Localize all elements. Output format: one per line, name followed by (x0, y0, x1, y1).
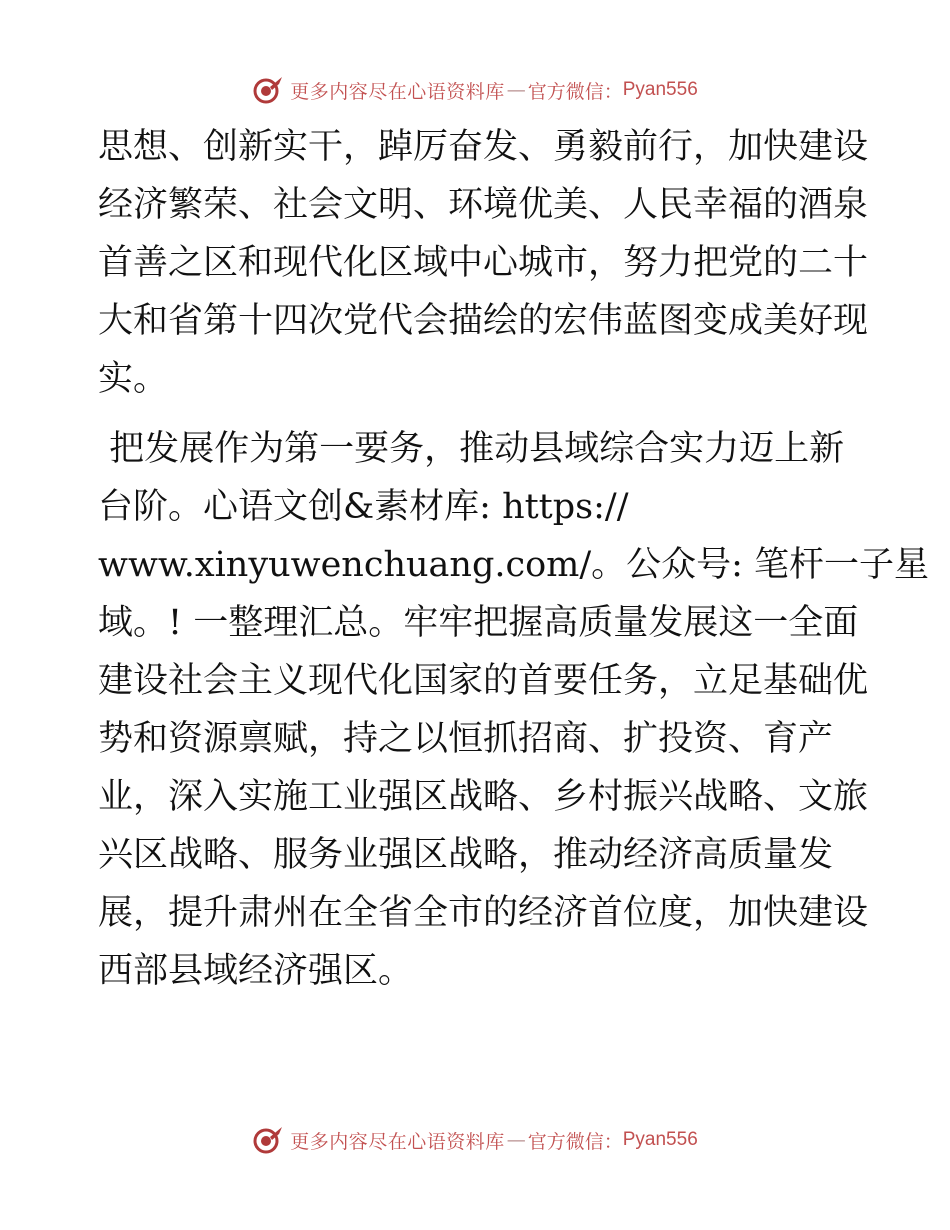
text-line: 首善之区和现代化区域中心城市，努力把党的二十 (98, 243, 869, 283)
header-separator: — (506, 79, 526, 101)
text-line: 展，提升肃州在全省全市的经济首位度，加快建设 (98, 893, 869, 933)
text-line: 思想、创新实干，踔厉奋发、勇毅前行，加快建设 (98, 127, 869, 167)
paragraph-1 (98, 118, 869, 408)
text-line: 大和省第十四次党代会描绘的宏伟蓝图变成美好现 (98, 301, 869, 341)
text-line: www.xinyuwenchuang.com/。公众号: 笔杆一子星 (98, 545, 930, 585)
text-line: 域。! 一整理汇总。牢牢把握高质量发展这一全面 (98, 603, 859, 643)
text-line: 势和资源禀赋，持之以恒抓招商、扩投资、育产 (98, 719, 834, 759)
text-line: 兴区战略、服务业强区战略，推动经济高质量发 (98, 835, 834, 875)
text-line: 建设社会主义现代化国家的首要任务，立足基础优 (98, 661, 869, 701)
footer-contact-label: 官方微信： (527, 1130, 623, 1153)
text-line: 西部县域经济强区。 (98, 951, 414, 991)
brand-logo-icon (252, 1124, 284, 1156)
text-line: 把发展作为第一要务，推动县域综合实力迈上新 (98, 429, 845, 469)
footer-banner (0, 1120, 950, 1160)
footer-contact-id: Pyan556 (622, 1129, 698, 1150)
header-banner (0, 70, 950, 110)
document-body (98, 118, 930, 1000)
brand-logo-icon (252, 74, 284, 106)
text-line: 经济繁荣、社会文明、环境优美、人民幸福的酒泉 (98, 185, 869, 225)
header-contact-label: 官方微信： (527, 80, 623, 103)
header-contact-id: Pyan556 (622, 79, 698, 100)
text-line: 业，深入实施工业强区战略、乡村振兴战略、文旅 (98, 777, 869, 817)
footer-separator: — (506, 1129, 526, 1151)
paragraph-2 (98, 420, 930, 1000)
header-site-name: 更多内容尽在心语资料库 (290, 80, 505, 103)
footer-site-name: 更多内容尽在心语资料库 (290, 1130, 505, 1153)
text-line: 实。 (98, 359, 169, 399)
text-line: 台阶。心语文创&素材库: https:// (98, 487, 629, 527)
